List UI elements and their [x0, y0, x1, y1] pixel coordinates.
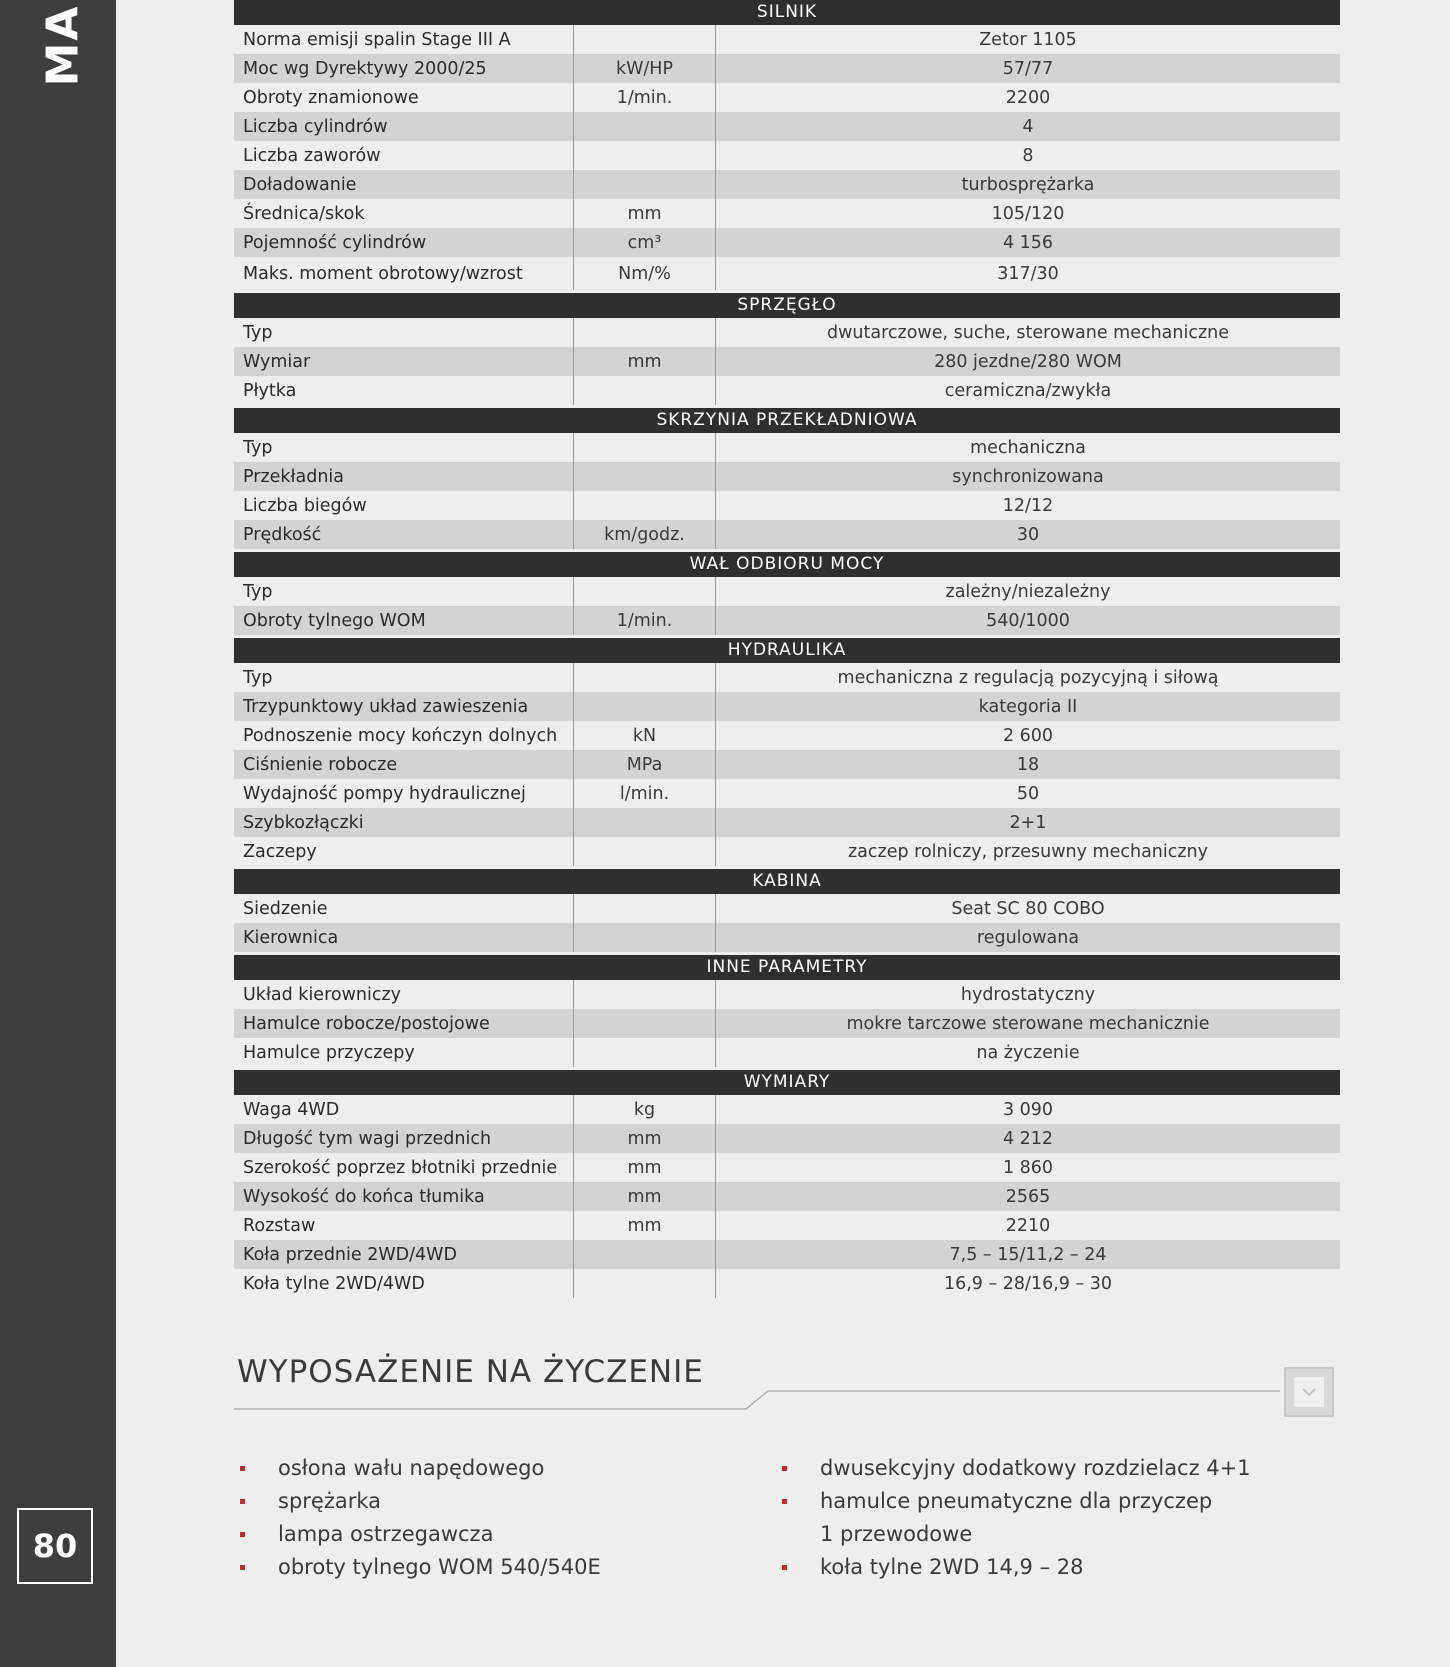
chevron-down-icon: [1284, 1367, 1334, 1417]
spec-unit: [574, 112, 716, 141]
spec-row: [234, 1240, 1340, 1269]
spec-value: 7,5 – 15/11,2 – 24: [949, 1244, 1107, 1265]
spec-row: [234, 1009, 1340, 1038]
spec-label: Maks. moment obrotowy/wzrost: [234, 257, 574, 290]
spec-row: [234, 577, 1340, 606]
spec-value: zależny/niezależny: [945, 581, 1111, 602]
section-header: SPRZĘGŁO: [234, 293, 1340, 318]
spec-value: 18: [1016, 754, 1040, 775]
spec-unit: [574, 25, 716, 54]
spec-unit: [574, 980, 716, 1009]
spec-value: Zetor 1105: [979, 29, 1077, 50]
spec-row: [234, 837, 1340, 866]
bullet-icon: [240, 1565, 245, 1570]
spec-row: [234, 923, 1340, 952]
list-item: [782, 1452, 1302, 1485]
spec-label: Średnica/skok: [234, 199, 574, 228]
spec-row: [234, 1182, 1340, 1211]
list-item-text: 1 przewodowe: [820, 1522, 973, 1546]
spec-row: [234, 1038, 1340, 1067]
spec-unit: [574, 491, 716, 520]
spec-unit: [574, 433, 716, 462]
title-divider: [234, 1388, 1340, 1414]
spec-value: dwutarczowe, suche, sterowane mechaniczne: [826, 322, 1230, 343]
list-item-text: sprężarka: [278, 1489, 382, 1513]
spec-row: [234, 1211, 1340, 1240]
spec-label: Moc wg Dyrektywy 2000/25: [234, 54, 574, 83]
spec-unit: mm: [574, 1182, 716, 1211]
spec-label: Typ: [234, 433, 574, 462]
spec-unit: cm³: [574, 228, 716, 257]
spec-value: 2+1: [1009, 812, 1047, 833]
spec-value: synchronizowana: [952, 466, 1104, 487]
spec-unit: l/min.: [574, 779, 716, 808]
spec-row: [234, 25, 1340, 54]
spec-label: Trzypunktowy układ zawieszenia: [234, 692, 574, 721]
spec-label: Prędkość: [234, 520, 574, 549]
spec-unit: mm: [574, 1153, 716, 1182]
list-item-text: dwusekcyjny dodatkowy rozdzielacz 4+1: [820, 1456, 1251, 1480]
spec-row: [234, 462, 1340, 491]
spec-unit: [574, 1009, 716, 1038]
section-header: HYDRAULIKA: [234, 638, 1340, 663]
spec-label: Pojemność cylindrów: [234, 228, 574, 257]
spec-label: Wydajność pompy hydraulicznej: [234, 779, 574, 808]
spec-row: [234, 376, 1340, 405]
spec-value: ceramiczna/zwykła: [944, 380, 1112, 401]
section-header: INNE PARAMETRY: [234, 955, 1340, 980]
spec-unit: [574, 1240, 716, 1269]
list-item-text: lampa ostrzegawcza: [278, 1522, 494, 1546]
side-strip: [0, 0, 116, 1667]
list-item-text: koła tylne 2WD 14,9 – 28: [820, 1555, 1084, 1579]
spec-row: [234, 257, 1340, 290]
spec-label: Koła tylne 2WD/4WD: [234, 1269, 574, 1298]
spec-unit: [574, 837, 716, 866]
spec-row: [234, 1124, 1340, 1153]
spec-value: Seat SC 80 COBO: [951, 898, 1105, 919]
spec-unit: [574, 923, 716, 952]
spec-unit: mm: [574, 1124, 716, 1153]
spec-unit: kg: [574, 1095, 716, 1124]
spec-value: 57/77: [1002, 58, 1054, 79]
spec-label: Wysokość do końca tłumika: [234, 1182, 574, 1211]
spec-label: Koła przednie 2WD/4WD: [234, 1240, 574, 1269]
spec-label: Hamulce przyczepy: [234, 1038, 574, 1067]
spec-row: [234, 894, 1340, 923]
list-item: [782, 1551, 1302, 1584]
spec-label: Typ: [234, 318, 574, 347]
section-header: WYMIARY: [234, 1070, 1340, 1095]
spec-value: regulowana: [976, 927, 1080, 948]
spec-row: [234, 1095, 1340, 1124]
spec-label: Siedzenie: [234, 894, 574, 923]
spec-label: Kierownica: [234, 923, 574, 952]
spec-value: na życzenie: [976, 1042, 1080, 1063]
section-header: KABINA: [234, 869, 1340, 894]
spec-label: Doładowanie: [234, 170, 574, 199]
spec-unit: [574, 376, 716, 405]
spec-row: [234, 318, 1340, 347]
optional-list-left: [240, 1452, 760, 1584]
spec-row: [234, 170, 1340, 199]
spec-row: [234, 663, 1340, 692]
spec-unit: [574, 141, 716, 170]
spec-row: [234, 721, 1340, 750]
spec-unit: km/godz.: [574, 520, 716, 549]
spec-value: 4 156: [1002, 232, 1054, 253]
spec-row: [234, 433, 1340, 462]
spec-value: 2 600: [1002, 725, 1054, 746]
spec-unit: MPa: [574, 750, 716, 779]
spec-row: [234, 83, 1340, 112]
spec-label: Liczba biegów: [234, 491, 574, 520]
list-item-text: osłona wału napędowego: [278, 1456, 545, 1480]
spec-label: Zaczepy: [234, 837, 574, 866]
spec-row: [234, 491, 1340, 520]
section-tab-label: MA: [37, 4, 89, 86]
spec-label: Rozstaw: [234, 1211, 574, 1240]
spec-row: [234, 228, 1340, 257]
spec-row: [234, 141, 1340, 170]
spec-value: 2200: [1005, 87, 1051, 108]
spec-label: Szerokość poprzez błotniki przednie: [234, 1153, 574, 1182]
optional-equipment-title: WYPOSAŻENIE NA ŻYCZENIE: [237, 1354, 704, 1390]
spec-value: hydrostatyczny: [960, 984, 1096, 1005]
spec-row: [234, 199, 1340, 228]
spec-label: Długość tym wagi przednich: [234, 1124, 574, 1153]
spec-value: 3 090: [1002, 1099, 1054, 1120]
spec-label: Przekładnia: [234, 462, 574, 491]
spec-value: turbosprężarka: [961, 174, 1095, 195]
page-number: 80: [17, 1508, 93, 1584]
spec-row: [234, 692, 1340, 721]
list-item-text: hamulce pneumatyczne dla przyczep: [820, 1489, 1213, 1513]
spec-label: Liczba cylindrów: [234, 112, 574, 141]
spec-value: mokre tarczowe sterowane mechanicznie: [846, 1013, 1210, 1034]
spec-row: [234, 980, 1340, 1009]
spec-row: [234, 606, 1340, 635]
spec-unit: 1/min.: [574, 83, 716, 112]
spec-unit: [574, 318, 716, 347]
spec-unit: [574, 577, 716, 606]
spec-value: zaczep rolniczy, przesuwny mechaniczny: [847, 841, 1209, 862]
spec-label: Obroty tylnego WOM: [234, 606, 574, 635]
list-item: [240, 1452, 760, 1485]
spec-value: kategoria II: [978, 696, 1078, 717]
spec-value: 12/12: [1002, 495, 1054, 516]
spec-unit: [574, 663, 716, 692]
spec-table: [234, 0, 1340, 1298]
spec-label: Układ kierowniczy: [234, 980, 574, 1009]
list-item: [240, 1485, 760, 1518]
spec-value: 280 jezdne/280 WOM: [934, 351, 1122, 372]
section-header: SILNIK: [234, 0, 1340, 25]
spec-unit: [574, 1269, 716, 1298]
spec-value: 540/1000: [986, 610, 1070, 631]
spec-label: Ciśnienie robocze: [234, 750, 574, 779]
spec-unit: mm: [574, 1211, 716, 1240]
spec-unit: kW/HP: [574, 54, 716, 83]
spec-label: Waga 4WD: [234, 1095, 574, 1124]
list-item-text: obroty tylnego WOM 540/540E: [278, 1555, 601, 1579]
spec-unit: [574, 808, 716, 837]
spec-label: Obroty znamionowe: [234, 83, 574, 112]
spec-label: Liczba zaworów: [234, 141, 574, 170]
spec-value: mechaniczna: [970, 437, 1086, 458]
spec-value: 8: [1022, 145, 1034, 166]
spec-value: 1 860: [1002, 1157, 1054, 1178]
spec-row: [234, 520, 1340, 549]
bullet-icon: [782, 1466, 787, 1471]
spec-label: Typ: [234, 663, 574, 692]
spec-unit: kN: [574, 721, 716, 750]
spec-unit: [574, 692, 716, 721]
optional-list-right: [782, 1452, 1302, 1584]
spec-label: Hamulce robocze/postojowe: [234, 1009, 574, 1038]
spec-value: 50: [1016, 783, 1040, 804]
bullet-icon: [240, 1532, 245, 1537]
spec-row: [234, 54, 1340, 83]
bullet-icon: [240, 1466, 245, 1471]
spec-value: 16,9 – 28/16,9 – 30: [943, 1273, 1113, 1294]
spec-value: 4: [1022, 116, 1034, 137]
spec-unit: [574, 894, 716, 923]
spec-row: [234, 779, 1340, 808]
spec-unit: [574, 462, 716, 491]
list-item: [782, 1485, 1302, 1518]
bullet-icon: [240, 1499, 245, 1504]
spec-unit: 1/min.: [574, 606, 716, 635]
spec-unit: Nm/%: [574, 257, 716, 290]
spec-row: [234, 808, 1340, 837]
list-item: [240, 1551, 760, 1584]
spec-label: Wymiar: [234, 347, 574, 376]
spec-label: Podnoszenie mocy kończyn dolnych: [234, 721, 574, 750]
spec-value: 317/30: [997, 263, 1059, 284]
spec-label: Norma emisji spalin Stage III A: [234, 25, 574, 54]
spec-row: [234, 1153, 1340, 1182]
spec-value: 30: [1016, 524, 1040, 545]
section-header: WAŁ ODBIORU MOCY: [234, 552, 1340, 577]
section-header: SKRZYNIA PRZEKŁADNIOWA: [234, 408, 1340, 433]
spec-label: Typ: [234, 577, 574, 606]
spec-row: [234, 347, 1340, 376]
spec-value: 2565: [1005, 1186, 1051, 1207]
list-item: [240, 1518, 760, 1551]
spec-value: 4 212: [1002, 1128, 1054, 1149]
spec-unit: [574, 1038, 716, 1067]
spec-value: 2210: [1005, 1215, 1051, 1236]
spec-unit: mm: [574, 199, 716, 228]
bullet-icon: [782, 1565, 787, 1570]
spec-value: mechaniczna z regulacją pozycyjną i siłową: [837, 667, 1219, 688]
spec-unit: [574, 170, 716, 199]
spec-row: [234, 1269, 1340, 1298]
list-item: [782, 1518, 1302, 1551]
spec-label: Płytka: [234, 376, 574, 405]
spec-row: [234, 750, 1340, 779]
spec-label: Szybkozłączki: [234, 808, 574, 837]
spec-unit: mm: [574, 347, 716, 376]
spec-row: [234, 112, 1340, 141]
spec-value: 105/120: [991, 203, 1065, 224]
bullet-icon: [782, 1499, 787, 1504]
